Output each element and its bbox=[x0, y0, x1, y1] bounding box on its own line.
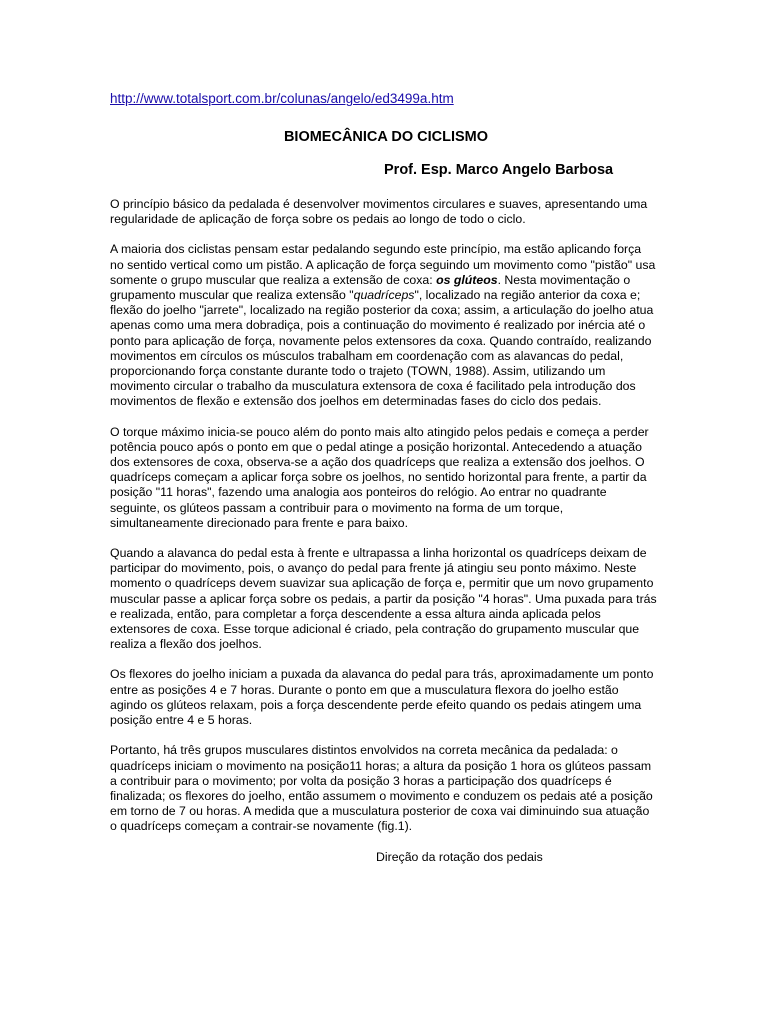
paragraph-2-emphasis-gluteos: os glúteos bbox=[436, 272, 498, 287]
document-title: BIOMECÂNICA DO CICLISMO bbox=[283, 129, 489, 145]
paragraph-2-text-c: . Nesta movimentação o grupamento muscular que realiza extensão " bbox=[110, 272, 631, 303]
paragraph-2 bbox=[110, 242, 658, 409]
figure-caption: Direção da rotação dos pedais bbox=[376, 849, 543, 864]
paragraph-5: Os flexores do joelho iniciam a puxada da alavanca do pedal para trás, aproximadamente um ponto entre as posições 4 e 7 horas. Durante o ponto em que a musculatura flexora do joelho estão agindo os glúteos relaxam, pois a força descendente perde efeito quando os pedais atingem uma posição entre 4 e 5 horas. bbox=[110, 667, 654, 728]
paragraph-6: Portanto, há três grupos musculares distintos envolvidos na correta mecânica da pedalada: o quadríceps iniciam o movimento na posição11 horas; a altura da posição 1 hora os glúteos passam a contribuir para o movimento; por volta da posição 3 horas a participação dos quadríceps é finalizada; os flexores do joelho, então assumem o movimento e conduzem os pedais até a posição em torno de 7 ou horas. A medida que a musculatura posterior de coxa vai diminuindo sua atuação o quadríceps começam a contrair-se novamente (fig.1). bbox=[110, 743, 653, 834]
author-name: Prof. Esp. Marco Angelo Barbosa bbox=[384, 162, 614, 178]
paragraph-3: O torque máximo inicia-se pouco além do ponto mais alto atingido pelos pedais e começa a perder potência pouco após o ponto em que o pedal atinge a posição horizontal. Antecedendo a atuação dos extensores de coxa, observa-se a ação dos quadríceps que realiza a extensão dos joelhos. O quadríceps começam a aplicar força sobre os joelhos, no sentido horizontal para frente, a partir da posição "11 horas", fazendo uma analogia aos ponteiros do relógio. Ao entrar no quadrante seguinte, os glúteos passam a contribuir para o movimento na forma de um torque, simultaneamente direcionado para frente e para baixo. bbox=[110, 424, 649, 530]
source-url-link[interactable]: http://www.totalsport.com.br/colunas/angelo/ed3499a.htm bbox=[110, 91, 454, 106]
paragraph-1: O princípio básico da pedalada é desenvolver movimentos circulares e suaves, apresentando uma regularidade de aplicação de força sobre os pedais ao longo de todo o ciclo. bbox=[110, 197, 648, 227]
paragraph-4: Quando a alavanca do pedal esta à frente e ultrapassa a linha horizontal os quadríceps deixam de participar do movimento, pois, o avanço do pedal para frente já atingiu seu ponto máximo. Neste momento o quadríceps devem suavizar sua aplicação de força e, permitir que um novo grupamento muscular passe a aplicar força sobre os pedais, a partir da posição "4 horas". Uma puxada para trás e realizada, então, para completar a força descendente a essa altura ainda aplicada pelos extensores de coxa. Esse torque adicional é criado, pela contração do grupamento muscular que realiza a flexão dos joelhos. bbox=[110, 546, 657, 652]
paragraph-2-text-e: ", localizado na região anterior da coxa e; flexão do joelho "jarrete", localizado na região posterior da coxa; assim, a articulação do joelho atua apenas como uma mera dobradiça, pois a continuação do movimento é realizado por inércia até o ponto para aplicação de força, novamente pelos extensores da coxa. Quando contraído, realizando movimentos em círculos os músculos trabalham em coordenação com as alavancas do pedal, proporcionando força constante durante todo o trajeto (TOWN, 1988). Assim, utilizando um movimento circular o trabalho da musculatura extensora de coxa é facilitado pela introdução dos movimentos de flexão e extensão dos joelhos em determinadas fases do ciclo dos pedais. bbox=[110, 288, 654, 409]
paragraph-2-emphasis-quadriceps: quadríceps bbox=[353, 288, 415, 303]
paragraph-2-text-a: A maioria dos ciclistas pensam estar pedalando segundo este princípio, ma estão aplicando força no sentido vertical como um pistão. A aplicação de força seguindo um movimento como "pistão" usa somente o grupo muscular que realiza a extensão de coxa: bbox=[110, 242, 656, 287]
